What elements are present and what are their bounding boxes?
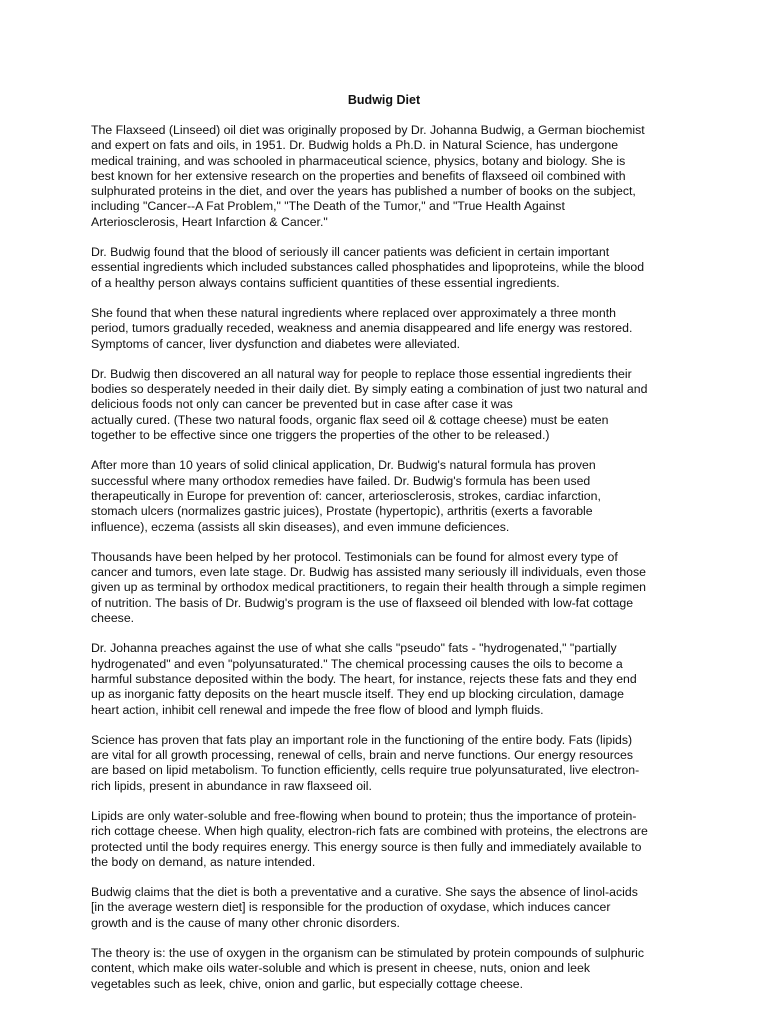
paragraph-4: Dr. Budwig then discovered an all natural way for people to replace those essential ingredients their bodies so desperately needed in their daily diet. By simply eating a combination of just two natural and delicious foods not only can cancer be prevented but in case after case it was actually cured. (These two natural foods, organic flax seed oil & cottage cheese) must be eaten together to be effective since one triggers the properties of the other to be released.): [91, 366, 648, 443]
paragraph-7: Dr. Johanna preaches against the use of what she calls "pseudo" fats - "hydrogenated," "partially hydrogenated" and even "polyunsaturated." The chemical processing causes the oils to become a harmful substance deposited within the body. The heart, for instance, rejects these fats and they end up as inorganic fatty deposits on the heart muscle itself. They end up blocking circulation, damage heart action, inhibit cell renewal and impede the free flow of blood and lymph fluids.: [91, 641, 637, 717]
paragraph-2: Dr. Budwig found that the blood of seriously ill cancer patients was deficient in certain important essential ingredients which included substances called phosphatides and lipoproteins, while the blood of a healthy person always contains sufficient quantities of these essential ingredients.: [91, 245, 645, 290]
document-title: Budwig Diet: [347, 93, 421, 107]
paragraph-1: The Flaxseed (Linseed) oil diet was originally proposed by Dr. Johanna Budwig, a German biochemist and expert on fats and oils, in 1951. Dr. Budwig holds a Ph.D. in Natural Science, has undergone medical training, and was schooled in pharmaceutical science, physics, botany and biology. She is best known for her extensive research on the properties and benefits of flaxseed oil combined with sulphurated proteins in the diet, and over the years has published a number of books on the subject, including "Cancer--A Fat Problem," "The Death of the Tumor," and "True Health Against Arteriosclerosis, Heart Infarction & Cancer.": [91, 123, 645, 229]
paragraph-11: The theory is: the use of oxygen in the organism can be stimulated by protein compounds of sulphuric content, which make oils water-soluble and which is present in cheese, nuts, onion and leek vegetables such as leek, chive, onion and garlic, but especially cottage cheese.: [91, 946, 644, 991]
document-body: [91, 123, 688, 1007]
paragraph-10: Budwig claims that the diet is both a preventative and a curative. She says the absence of linol-acids [in the average western diet] is responsible for the production of oxydase, which induces cancer growth and is the cause of many other chronic disorders.: [91, 885, 638, 930]
paragraph-9: Lipids are only water-soluble and free-flowing when bound to protein; thus the importance of protein- rich cottage cheese. When high quality, electron-rich fats are combined with proteins, the electrons are protected until the body requires energy. This energy source is then fully and immediately available to the body on demand, as nature intended.: [91, 808, 648, 869]
paragraph-5: After more than 10 years of solid clinical application, Dr. Budwig's natural formula has proven successful where many orthodox remedies have failed. Dr. Budwig's formula has been used therapeutically in Europe for prevention of: cancer, arteriosclerosis, strokes, cardiac infarction, stomach ulcers (normalizes gastric juices), Prostate (hypertopic), arthritis (exerts a favorable influence), eczema (assists all skin diseases), and even immune deficiences.: [91, 458, 601, 534]
paragraph-8: Science has proven that fats play an important role in the functioning of the entire body. Fats (lipids) are vital for all growth processing, renewal of cells, brain and nerve functions. Our energy resources are based on lipid metabolism. To function efficiently, cells require true polyunsaturated, live electron- rich lipids, present in abundance in raw flaxseed oil.: [91, 732, 640, 793]
paragraph-3: She found that when these natural ingredients where replaced over approximately a three month period, tumors gradually receded, weakness and anemia disappeared and life energy was restored. Symptoms of cancer, liver dysfunction and diabetes were alleviated.: [91, 305, 633, 351]
paragraph-6: Thousands have been helped by her protocol. Testimonials can be found for almost every type of cancer and tumors, even late stage. Dr. Budwig has assisted many seriously ill individuals, even those given up as terminal by orthodox medical practitioners, to regain their health through a simple regimen of nutrition. The basis of Dr. Budwig's program is the use of flaxseed oil blended with low-fat cottage cheese.: [91, 549, 647, 626]
